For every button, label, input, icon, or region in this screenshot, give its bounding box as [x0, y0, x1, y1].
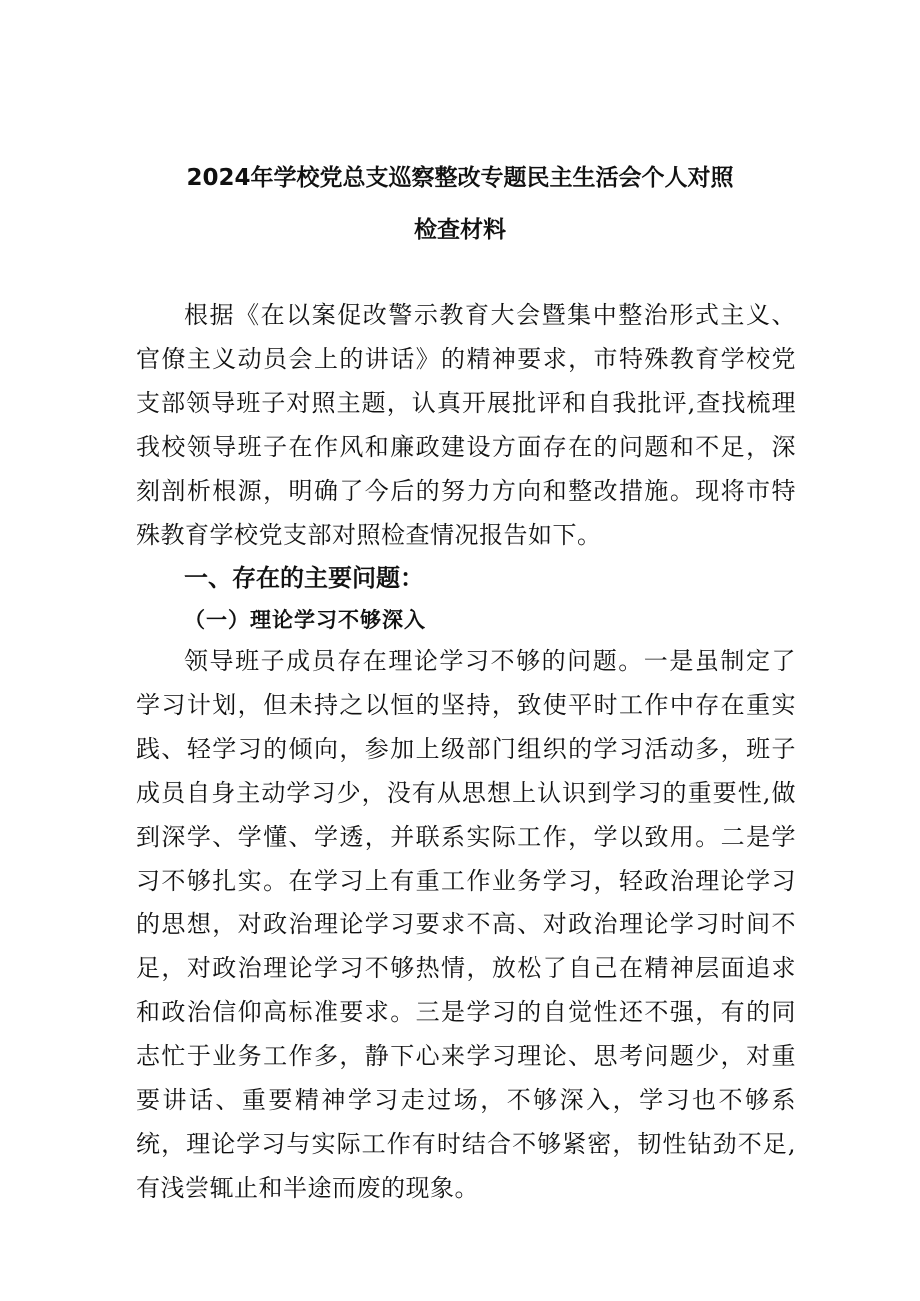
document-title-line2: 检查材料	[414, 217, 506, 243]
intro-paragraph: 根据《在以案促改警示教育大会暨集中整治形式主义、官僚主义动员会上的讲话》的精神要求，市特殊教育学校党支部领导班子对照主题，认真开展批评和自我批评,查找梳理我校领导班子在作风和廉政建设方面存在的问题和不足，深刻剖析根源，明确了今后的努力方向和整改措施。现将市特殊教育学校党支部对照检查情况报告如下。	[136, 301, 796, 549]
document-title-line1: 2024年学校党总支巡察整改专题民主生活会个人对照	[186, 165, 734, 191]
section-heading-main-problems: 一、存在的主要问题：	[184, 564, 424, 592]
subsection-heading-theory-study: （一）理论学习不够深入	[184, 607, 426, 632]
theory-study-paragraph: 领导班子成员存在理论学习不够的问题。一是虽制定了学习计划，但未持之以恒的坚持，致使平时工作中存在重实践、轻学习的倾向，参加上级部门组织的学习活动多，班子成员自身主动学习少，没有从思想上认识到学习的重要性,做到深学、学懂、学透，并联系实际工作，学以致用。二是学习不够扎实。在学习上有重工作业务学习，轻政治理论学习的思想，对政治理论学习要求不高、对政治理论学习时间不足，对政治理论学习不够热情，放松了自己在精神层面追求和政治信仰高标准要求。三是学习的自觉性还不强，有的同志忙于业务工作多，静下心来学习理论、思考问题少，对重要讲话、重要精神学习走过场，不够深入，学习也不够系统，理论学习与实际工作有时结合不够紧密，韧性钻劲不足,有浅尝辄止和半途而废的现象。	[136, 647, 796, 1202]
